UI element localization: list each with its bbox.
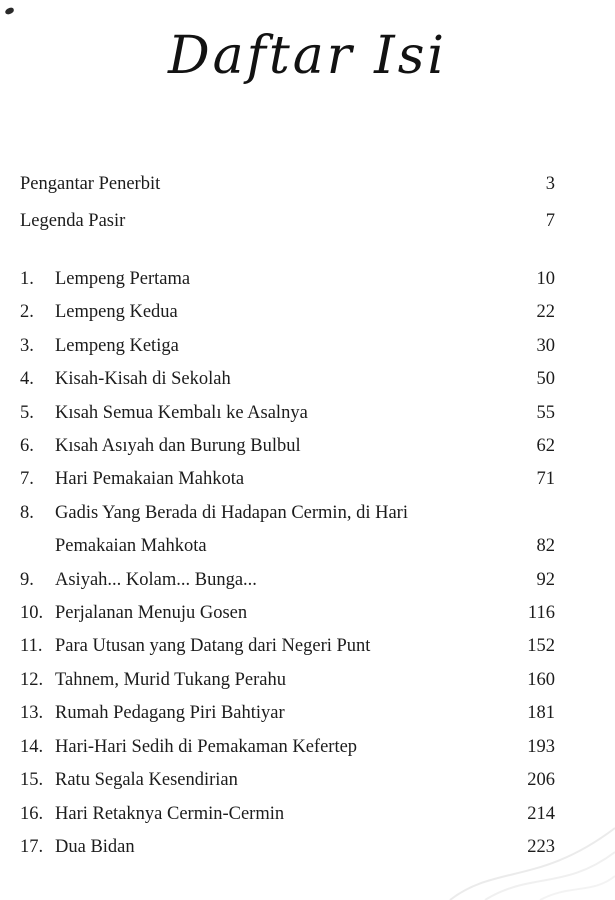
entry-page: 55 xyxy=(536,402,555,423)
entry-page: 214 xyxy=(527,803,555,824)
entry-title: Legenda Pasir xyxy=(20,211,126,231)
entry-title: Kısah Semua Kembalı ke Asalnya xyxy=(55,402,308,423)
chapter-list xyxy=(20,263,555,864)
entry-page: 7 xyxy=(545,211,555,231)
entry-number: 11. xyxy=(20,636,43,657)
toc-entry xyxy=(20,831,555,864)
toc-entry-continuation xyxy=(20,530,555,563)
entry-page: 10 xyxy=(536,269,555,289)
toc-entry xyxy=(20,296,555,329)
entry-page: 62 xyxy=(536,436,555,457)
entry-number: 12. xyxy=(20,669,44,690)
ink-speck xyxy=(4,7,14,15)
entry-title: Ratu Segala Kesendirian xyxy=(55,770,238,791)
entry-title: Lempeng Pertama xyxy=(55,269,191,289)
entry-number: 5. xyxy=(20,402,34,423)
entry-number: 2. xyxy=(20,302,34,323)
toc-entry xyxy=(20,203,555,240)
entry-number: 14. xyxy=(20,736,44,757)
toc-entry xyxy=(20,597,555,630)
entry-number: 8. xyxy=(20,502,34,523)
entry-title: Rumah Pedagang Piri Bahtiyar xyxy=(55,703,285,724)
entry-page: 206 xyxy=(527,770,555,791)
entry-title: Lempeng Ketiga xyxy=(55,335,179,356)
page-title: Daftar Isi xyxy=(167,26,448,86)
entry-title: Hari-Hari Sedih di Pemakaman Kefertep xyxy=(55,736,358,757)
toc-entry xyxy=(20,697,555,730)
toc-entry xyxy=(20,397,555,430)
entry-title: Kısah Asıyah dan Burung Bulbul xyxy=(55,436,301,457)
entry-title: Kisah-Kisah di Sekolah xyxy=(55,369,231,390)
toc-entry xyxy=(20,363,555,396)
entry-number: 6. xyxy=(20,436,34,457)
entry-page: 71 xyxy=(536,469,555,490)
entry-title: Dua Bidan xyxy=(55,836,135,857)
toc-entry xyxy=(20,764,555,797)
entry-page: 50 xyxy=(536,369,555,390)
entry-title: Perjalanan Menuju Gosen xyxy=(55,603,248,624)
toc-entry xyxy=(20,463,555,496)
entry-number: 10. xyxy=(20,603,44,624)
entry-number: 16. xyxy=(20,803,44,824)
entry-title: Hari Retaknya Cermin-Cermin xyxy=(55,803,285,824)
entry-title: Para Utusan yang Datang dari Negeri Punt xyxy=(55,636,371,657)
toc-entry xyxy=(20,263,555,296)
entry-page: 160 xyxy=(527,669,555,690)
toc-entry xyxy=(20,664,555,697)
entry-title: Hari Pemakaian Mahkota xyxy=(55,469,245,490)
entry-page: 22 xyxy=(536,302,555,323)
entry-title: Pengantar Penerbit xyxy=(20,174,161,194)
entry-page: 82 xyxy=(536,536,555,557)
toc-entry xyxy=(20,630,555,663)
entry-title: Asiyah... Kolam... Bunga... xyxy=(55,569,257,590)
entry-number: 17. xyxy=(20,836,44,857)
entry-page: 30 xyxy=(536,335,555,356)
toc-entry xyxy=(20,330,555,363)
entry-page: 223 xyxy=(527,836,555,857)
toc-entry xyxy=(20,430,555,463)
entry-page: 116 xyxy=(527,603,555,624)
toc-entry xyxy=(20,497,555,530)
entry-title: Gadis Yang Berada di Hadapan Cermin, di Hari xyxy=(55,502,408,523)
entry-number: 1. xyxy=(20,269,34,289)
entry-number: 9. xyxy=(20,569,34,590)
entry-page: 181 xyxy=(527,703,555,724)
entry-page: 3 xyxy=(545,174,555,194)
entry-title: Lempeng Kedua xyxy=(55,302,178,323)
entry-page: 193 xyxy=(527,736,555,757)
entry-title: Tahnem, Murid Tukang Perahu xyxy=(55,669,286,690)
entry-number: 4. xyxy=(20,369,34,390)
toc-entry xyxy=(20,731,555,764)
entry-page: 92 xyxy=(536,569,555,590)
entry-title: Pemakaian Mahkota xyxy=(55,536,207,557)
entry-number: 7. xyxy=(20,469,34,490)
front-matter-list xyxy=(20,166,555,240)
entry-page: 152 xyxy=(527,636,555,657)
entry-number: 13. xyxy=(20,703,44,724)
toc-entry xyxy=(20,166,555,203)
toc-content xyxy=(20,166,555,864)
toc-entry xyxy=(20,564,555,597)
toc-entry xyxy=(20,798,555,831)
entry-number: 15. xyxy=(20,770,44,791)
entry-number: 3. xyxy=(20,335,34,356)
